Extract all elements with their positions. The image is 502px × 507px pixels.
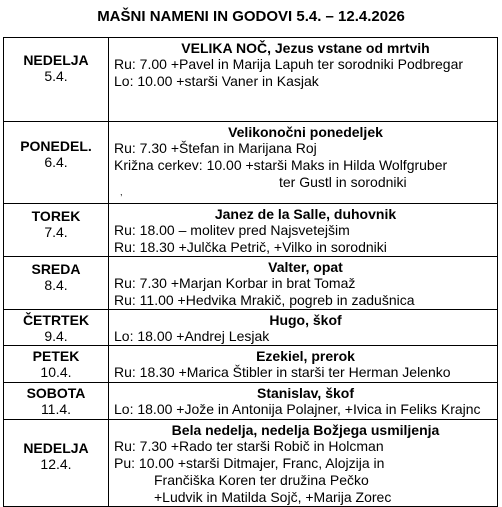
day-cell [4, 346, 109, 383]
mass-intention: Pu: 10.00 +starši Ditmajer, Franc, Alojzija in [114, 455, 385, 471]
intentions-cell [109, 122, 498, 204]
day-cell [4, 420, 109, 507]
day-name: NEDELJA [23, 440, 89, 456]
mass-intention: Lo: 18.00 +Andrej Lesjak [114, 328, 270, 344]
intentions-cell [109, 204, 498, 257]
feast-name: Valter, opat [268, 259, 343, 275]
day-cell [4, 204, 109, 257]
mass-intention-continuation: Frančiška Koren ter družina Pečko [154, 472, 369, 488]
intentions-cell [109, 420, 498, 507]
schedule-table [3, 37, 498, 507]
day-cell [4, 310, 109, 346]
day-date: 10.4. [40, 364, 72, 380]
table-row [4, 122, 498, 204]
feast-name: Velikonočni ponedeljek [228, 124, 383, 140]
mass-intention: Ru: 7.30 +Marjan Korbar in brat Tomaž [114, 275, 356, 291]
day-name: SOBOTA [26, 385, 86, 401]
table-row [4, 310, 498, 346]
mass-intention: Ru: 11.00 +Hedvika Mrakič, pogreb in zadušnica [114, 292, 415, 308]
intentions-cell [109, 257, 498, 310]
feast-name: Ezekiel, prerok [256, 348, 355, 364]
table-row [4, 204, 498, 257]
table-row [4, 257, 498, 310]
feast-name: VELIKA NOČ, Jezus vstane od mrtvih [181, 40, 430, 56]
intentions-cell [109, 38, 498, 122]
mass-intention: Lo: 18.00 +Jože in Antonija Polajner, +Ivica in Feliks Krajnc [114, 401, 481, 417]
day-date: 8.4. [44, 277, 68, 293]
mass-intention-continuation: ter Gustl in sorodniki [279, 174, 407, 190]
day-name: SREDA [31, 261, 81, 277]
mass-intention: Ru: 18.00 – molitev pred Najsvetejšim [114, 222, 350, 238]
table-row [4, 383, 498, 420]
day-date: 12.4. [40, 456, 72, 472]
day-name: PETEK [32, 348, 80, 364]
day-name: ČETRTEK [22, 312, 90, 328]
mass-intention: Ru: 7.30 +Rado ter starši Robič in Holcman [114, 438, 384, 454]
mass-intention: Ru: 7.30 +Štefan in Marijana Roj [114, 140, 317, 156]
mass-intention: Ru: 7.00 +Pavel in Marija Lapuh ter sorodniki Podbregar [114, 56, 464, 72]
table-row [4, 38, 498, 122]
day-cell [4, 38, 109, 122]
mass-intention-continuation: +Ludvik in Matilda Sojč, +Marija Zorec [154, 489, 392, 505]
day-date: 7.4. [44, 224, 68, 240]
feast-name: Hugo, škof [269, 312, 342, 328]
feast-name: Bela nedelja, nedelja Božjega usmiljenja [171, 422, 440, 438]
table-row [4, 420, 498, 507]
page-title: MAŠNI NAMENI IN GODOVI 5.4. – 12.4.2026 [97, 8, 405, 25]
day-date: 9.4. [44, 328, 68, 344]
day-name: TOREK [31, 208, 81, 224]
day-name: PONEDEL. [20, 138, 92, 154]
intentions-cell [109, 310, 498, 346]
day-date: 11.4. [40, 401, 72, 417]
mass-intention: Ru: 18.30 +Julčka Petrič, +Vilko in sorodniki [114, 239, 387, 255]
mass-intention: Križna cerkev: 10.00 +starši Maks in Hilda Wolfgruber [114, 157, 448, 173]
feast-name: Stanislav, škof [256, 385, 354, 401]
day-date: 6.4. [44, 154, 68, 170]
day-cell [4, 122, 109, 204]
table-row [4, 346, 498, 383]
stray-mark: , [120, 187, 123, 197]
day-cell [4, 383, 109, 420]
day-name: NEDELJA [23, 52, 89, 68]
intentions-cell [109, 346, 498, 383]
intentions-cell [109, 383, 498, 420]
mass-intention: Ru: 18.30 +Marica Štibler in starši ter Herman Jelenko [114, 364, 451, 380]
day-cell [4, 257, 109, 310]
day-date: 5.4. [44, 68, 68, 84]
feast-name: Janez de la Salle, duhovnik [214, 206, 397, 222]
mass-intention: Lo: 10.00 +starši Vaner in Kasjak [114, 73, 319, 89]
